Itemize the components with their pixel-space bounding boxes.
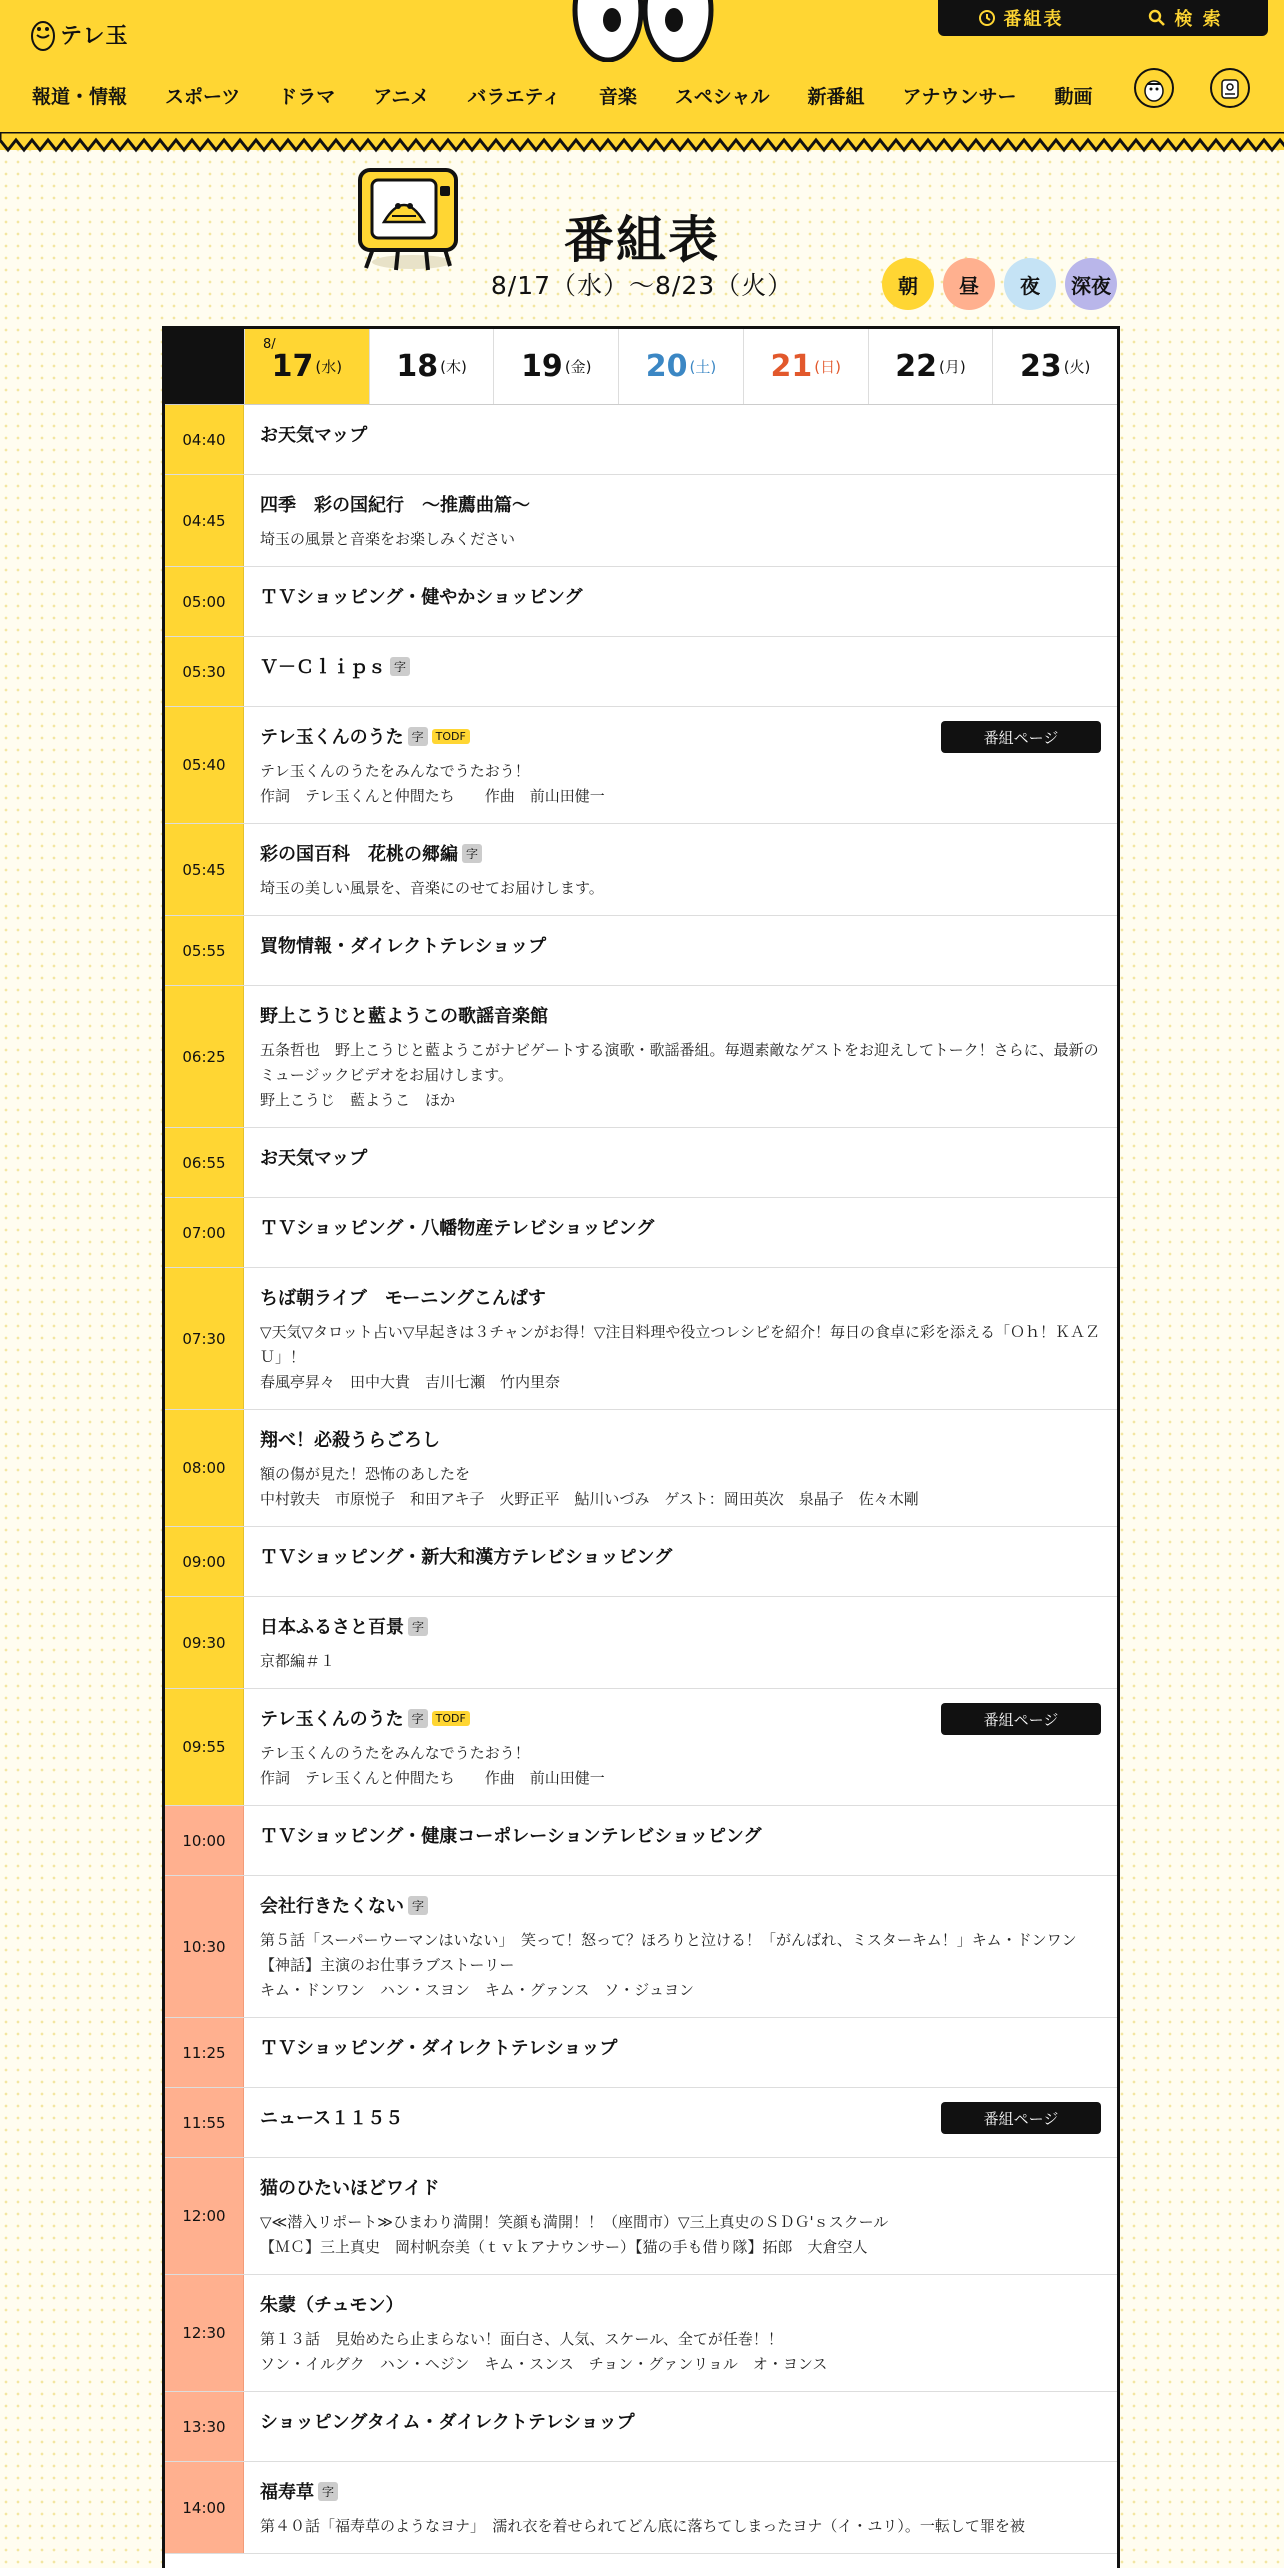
tod-noon-button[interactable]: 昼 <box>943 258 995 310</box>
program-description-line: 春風亭昇々 田中大貴 吉川七瀬 竹内里奈 <box>260 1373 561 1391</box>
program-cell[interactable] <box>244 986 1117 1127</box>
mascot-eyes-icon <box>570 0 716 62</box>
program-title[interactable]: テレ玉くんのうた <box>260 1709 404 1730</box>
nav-new-programs[interactable]: 新番組 <box>807 85 865 108</box>
program-title[interactable]: 福寿草 <box>260 2482 314 2503</box>
program-cell[interactable] <box>244 707 1117 823</box>
day-tab-month: 8/ <box>263 337 276 352</box>
program-row <box>165 2462 1117 2554</box>
program-row <box>165 1876 1117 2018</box>
day-tab-weekday: (土) <box>689 358 717 376</box>
program-description <box>260 2327 1101 2377</box>
program-title[interactable]: ちば朝ライブ モーニングこんぱす <box>260 1288 546 1309</box>
program-row <box>165 916 1117 986</box>
program-title-line <box>260 1426 1101 1452</box>
day-tab-18[interactable] <box>369 329 494 404</box>
top-links-bar <box>938 0 1268 36</box>
program-title-line <box>260 2034 1101 2060</box>
program-schedule <box>162 326 1120 2568</box>
program-cell[interactable] <box>244 2018 1117 2087</box>
todf-tag: TODF <box>432 1711 470 1726</box>
program-description-line: 五条哲也 野上こうじと藍ようこがナビゲートする演歌・歌謡番組。毎週素敵なゲストをお迎えしてトーク！さらに、最新のミュージックビデオをお届けします。 <box>260 1041 1099 1084</box>
subtitle-tag: 字 <box>318 2482 338 2501</box>
program-title[interactable]: 翔べ！必殺うらごろし <box>260 1430 440 1451</box>
program-time: 10:30 <box>165 1876 244 2017</box>
program-time: 05:30 <box>165 637 244 706</box>
program-row <box>165 2275 1117 2392</box>
day-tab-21[interactable] <box>743 329 868 404</box>
program-cell[interactable] <box>244 1597 1117 1688</box>
nav-special[interactable]: スペシャル <box>674 85 770 108</box>
program-row <box>165 1806 1117 1876</box>
program-title-line <box>260 421 1101 447</box>
program-description-line: ▽≪潜入リポート≫ひまわり満開！笑顔も満開！！（座間市）▽三上真史のＳＤＧ'ｓスクール <box>260 2213 889 2231</box>
day-tab-weekday: (金) <box>564 358 592 376</box>
search-link-label: 検 索 <box>1174 9 1223 30</box>
day-tab-weekday: (日) <box>814 358 841 376</box>
program-description-line: 作詞 テレ玉くんと仲間たち 作曲 前山田健一 <box>260 1769 605 1787</box>
program-cell[interactable] <box>244 1806 1117 1875</box>
program-description-line: 【ＭＣ】三上真史 岡村帆奈美（ｔｖｋアナウンサー）【猫の手も借り隊】拓郎 大倉空人 <box>260 2238 868 2256</box>
program-title[interactable]: ＴＶショッピング・八幡物産テレビショッピング <box>260 1218 655 1239</box>
subtitle-tag: 字 <box>408 1617 428 1636</box>
program-description-line: 第４０話「福寿草のようなヨナ」 濡れ衣を着せられてどん底に落ちてしまったヨナ（イ・ユリ）。一転して罪を被 <box>260 2517 1025 2535</box>
program-title-line <box>260 583 1101 609</box>
program-description-line: テレ玉くんのうたをみんなでうたおう！ <box>260 762 530 780</box>
program-cell[interactable] <box>244 1268 1117 1409</box>
program-title-line <box>260 1822 1101 1848</box>
program-description-line: 京都編＃１ <box>260 1652 336 1670</box>
program-title-line <box>260 2478 1101 2504</box>
day-tab-number: 17 <box>271 349 314 384</box>
program-cell[interactable] <box>244 405 1117 474</box>
nav-sports[interactable]: スポーツ <box>165 85 241 108</box>
program-title-line <box>260 2291 1101 2317</box>
genre-nav <box>32 72 1212 118</box>
day-tab-weekday: (月) <box>938 358 966 376</box>
program-cell[interactable] <box>244 567 1117 636</box>
day-tab-17[interactable] <box>244 329 369 404</box>
program-description-line: テレ玉くんのうたをみんなでうたおう！ <box>260 1744 530 1762</box>
program-description <box>260 759 1101 809</box>
program-description <box>260 876 1101 901</box>
program-description <box>260 2210 1101 2260</box>
day-tab-weekday: (火) <box>1063 358 1091 376</box>
radio-mascot-icon <box>1212 70 1248 106</box>
program-time: 04:45 <box>165 475 244 566</box>
date-range: 8/17（水）〜8/23（火） <box>490 271 794 300</box>
program-title[interactable]: ＴＶショッピング・健康コーポレーションテレビショッピング <box>260 1826 762 1847</box>
program-title[interactable]: 買物情報・ダイレクトテレショップ <box>260 936 547 957</box>
telebo-mascot-icon <box>30 16 56 52</box>
program-description-line: 作詞 テレ玉くんと仲間たち 作曲 前山田健一 <box>260 787 605 805</box>
program-title-line <box>260 653 1101 679</box>
program-cell[interactable] <box>244 2462 1117 2553</box>
nav-music[interactable]: 音楽 <box>598 85 637 108</box>
program-title[interactable]: 野上こうじと藍ようこの歌謡音楽館 <box>260 1006 548 1027</box>
program-row <box>165 986 1117 1128</box>
program-time: 09:30 <box>165 1597 244 1688</box>
day-tab-number: 21 <box>770 349 813 384</box>
program-title-line <box>260 2174 1101 2200</box>
program-time: 11:55 <box>165 2088 244 2157</box>
program-row <box>165 1198 1117 1268</box>
program-time: 04:40 <box>165 405 244 474</box>
subtitle-tag: 字 <box>408 727 428 746</box>
program-time: 08:00 <box>165 1410 244 1526</box>
program-description <box>260 527 1101 552</box>
schedule-link-label: 番組表 <box>1003 9 1064 30</box>
program-description-line: 中村敦夫 市原悦子 和田アキ子 火野正平 鮎川いづみ ゲスト：岡田英次 泉晶子 佐々木剛 <box>260 1490 919 1508</box>
day-tab-weekday: (水) <box>315 358 343 376</box>
program-cell[interactable] <box>244 1689 1117 1805</box>
subtitle-tag: 字 <box>408 1896 428 1915</box>
program-cell[interactable] <box>244 1198 1117 1267</box>
program-title-line <box>260 1214 1101 1240</box>
program-cell[interactable] <box>244 1128 1117 1197</box>
program-cell[interactable] <box>244 1876 1117 2017</box>
day-tab-number: 20 <box>645 349 688 384</box>
program-time: 13:30 <box>165 2392 244 2461</box>
site-header <box>0 0 1284 150</box>
nav-news[interactable]: 報道・情報 <box>32 85 128 108</box>
program-title[interactable]: 猫のひたいほどワイド <box>260 2178 440 2199</box>
program-title[interactable]: 四季 彩の国紀行 ～推薦曲篇～ <box>260 495 530 516</box>
radio-badge[interactable] <box>1210 68 1250 108</box>
program-time: 12:00 <box>165 2158 244 2274</box>
day-tab-number: 22 <box>895 349 937 384</box>
program-row <box>165 2158 1117 2275</box>
day-tab-number: 18 <box>396 349 439 384</box>
program-title-line <box>260 2408 1101 2434</box>
program-time: 07:30 <box>165 1268 244 1409</box>
program-title-line <box>260 1144 1101 1170</box>
program-cell[interactable] <box>244 2392 1117 2461</box>
program-row <box>165 1689 1117 1806</box>
program-time: 05:40 <box>165 707 244 823</box>
program-cell[interactable] <box>244 2088 1117 2157</box>
program-title-line <box>260 1613 1101 1639</box>
subtitle-tag: 字 <box>390 657 410 676</box>
program-time: 10:00 <box>165 1806 244 1875</box>
program-page-button[interactable]: 番組ページ <box>941 1703 1101 1735</box>
tod-late-night-button[interactable]: 深夜 <box>1065 258 1117 310</box>
program-title-line <box>260 1284 1101 1310</box>
todf-tag: TODF <box>432 729 470 744</box>
program-description <box>260 2514 1101 2539</box>
time-of-day-buttons <box>882 258 1117 310</box>
search-link[interactable] <box>1103 5 1268 31</box>
program-page-button[interactable]: 番組ページ <box>941 2102 1101 2134</box>
search-icon <box>1148 9 1166 27</box>
day-tab-number: 23 <box>1019 349 1062 384</box>
day-tab-22[interactable] <box>868 329 993 404</box>
day-tab-number: 19 <box>521 349 563 384</box>
program-cell[interactable] <box>244 475 1117 566</box>
program-cell[interactable] <box>244 1527 1117 1596</box>
program-row <box>165 1527 1117 1597</box>
day-tabs <box>165 329 1117 405</box>
program-row <box>165 2088 1117 2158</box>
program-page-button[interactable]: 番組ページ <box>941 721 1101 753</box>
program-time: 11:25 <box>165 2018 244 2087</box>
program-title-line <box>260 932 1101 958</box>
program-title[interactable]: ニュース１１５５ <box>260 2108 404 2129</box>
program-description <box>260 1649 1101 1674</box>
nav-variety[interactable]: バラエティ <box>467 85 561 108</box>
program-list <box>165 405 1117 2554</box>
header-zigzag-edge <box>0 132 1284 154</box>
site-logo[interactable] <box>30 16 129 52</box>
program-description-line: 埼玉の風景と音楽をお楽しみください <box>260 530 516 548</box>
program-title[interactable]: 会社行きたくない <box>260 1896 404 1917</box>
program-title[interactable]: お天気マップ <box>260 1148 368 1169</box>
program-description <box>260 1928 1101 2003</box>
day-tab-19[interactable] <box>493 329 618 404</box>
program-title-line <box>260 1002 1101 1028</box>
program-title-line <box>260 491 1101 517</box>
program-description-line: 額の傷が見た！恐怖のあしたを <box>260 1465 471 1483</box>
logo-text: テレ玉 <box>60 23 129 49</box>
program-title[interactable]: お天気マップ <box>260 425 368 446</box>
program-title-line <box>260 840 1101 866</box>
clock-icon <box>978 9 996 27</box>
program-cell[interactable] <box>244 2275 1117 2391</box>
program-time: 09:00 <box>165 1527 244 1596</box>
program-description-line: 埼玉の美しい風景を、音楽にのせてお届けします。 <box>260 879 604 897</box>
tod-night-button[interactable]: 夜 <box>1004 258 1056 310</box>
program-cell[interactable] <box>244 2158 1117 2274</box>
program-title[interactable]: Ｖ－Ｃｌｉｐｓ <box>260 657 386 678</box>
program-row <box>165 2018 1117 2088</box>
program-title[interactable]: テレ玉くんのうた <box>260 727 404 748</box>
program-description <box>260 1741 1101 1791</box>
program-title-line <box>260 1892 1101 1918</box>
program-time: 05:00 <box>165 567 244 636</box>
tod-morning-button[interactable]: 朝 <box>882 258 934 310</box>
day-tab-23[interactable] <box>992 329 1117 404</box>
program-cell[interactable] <box>244 637 1117 706</box>
subtitle-tag: 字 <box>408 1709 428 1728</box>
program-cell[interactable] <box>244 824 1117 915</box>
program-title[interactable]: 日本ふるさと百景 <box>260 1617 404 1638</box>
program-row <box>165 637 1117 707</box>
program-description <box>260 1038 1101 1113</box>
program-row <box>165 707 1117 824</box>
day-tab-weekday: (木) <box>440 358 467 376</box>
program-time: 05:45 <box>165 824 244 915</box>
program-title[interactable]: ＴＶショッピング・健やかショッピング <box>260 587 583 608</box>
program-row <box>165 1410 1117 1527</box>
program-cell[interactable] <box>244 916 1117 985</box>
day-tab-20[interactable] <box>618 329 743 404</box>
program-title[interactable]: ＴＶショッピング・ダイレクトテレショップ <box>260 2038 618 2059</box>
program-time: 05:55 <box>165 916 244 985</box>
program-time: 07:00 <box>165 1198 244 1267</box>
program-description-line: 野上こうじ 藍ようこ ほか <box>260 1091 456 1109</box>
program-title-line <box>260 1543 1101 1569</box>
schedule-link[interactable] <box>938 5 1103 31</box>
program-row <box>165 1128 1117 1198</box>
page-title: 番組表 <box>564 211 720 269</box>
program-time: 06:55 <box>165 1128 244 1197</box>
nav-drama[interactable]: ドラマ <box>278 85 336 108</box>
program-time: 09:55 <box>165 1689 244 1805</box>
program-row <box>165 1597 1117 1689</box>
nav-videos[interactable]: 動画 <box>1054 85 1093 108</box>
program-description-line: 第１３話 見始めたら止まらない！面白さ、人気、スケール、全てが任巻！！ <box>260 2330 783 2348</box>
nav-anime[interactable]: アニメ <box>373 85 430 108</box>
subtitle-tag: 字 <box>462 844 482 863</box>
program-description <box>260 1462 1101 1512</box>
program-time: 06:25 <box>165 986 244 1127</box>
program-time: 14:00 <box>165 2462 244 2553</box>
program-description-line: ▽天気▽タロット占い▽早起きは３チャンがお得！▽注目料理や役立つレシピを紹介！毎日の食卓に彩を添える「Ｏｈ！ＫＡＺＵ」！ <box>260 1323 1101 1366</box>
program-title[interactable]: ショッピングタイム・ダイレクトテレショップ <box>260 2412 635 2433</box>
program-row <box>165 824 1117 916</box>
nav-announcers[interactable]: アナウンサー <box>902 85 1017 108</box>
program-title[interactable]: ＴＶショッピング・新大和漢方テレビショッピング <box>260 1547 673 1568</box>
program-description <box>260 1320 1101 1395</box>
telebo-badge[interactable] <box>1134 68 1174 108</box>
program-cell[interactable] <box>244 1410 1117 1526</box>
program-row <box>165 1268 1117 1410</box>
program-description-line: 第５話「スーパーウーマンはいない」 笑って！怒って？ほろりと泣ける！「がんばれ、ミスターキム！」キム・ドンワン【神話】主演のお仕事ラブストーリー <box>260 1931 1077 1974</box>
program-description-line: ソン・イルグク ハン・ヘジン キム・スンス チョン・グァンリョル オ・ヨンス <box>260 2355 828 2373</box>
program-row <box>165 2392 1117 2462</box>
program-time: 12:30 <box>165 2275 244 2391</box>
program-title[interactable]: 彩の国百科 花桃の郷編 <box>260 844 458 865</box>
program-row <box>165 475 1117 567</box>
program-row <box>165 405 1117 475</box>
program-description-line: キム・ドンワン ハン・スヨン キム・グァンス ソ・ジュヨン <box>260 1981 694 1999</box>
program-title[interactable]: 朱蒙（チュモン） <box>260 2295 404 2316</box>
day-tabs-corner <box>165 329 244 404</box>
program-row <box>165 567 1117 637</box>
telebo-mascot-icon <box>1136 70 1172 106</box>
